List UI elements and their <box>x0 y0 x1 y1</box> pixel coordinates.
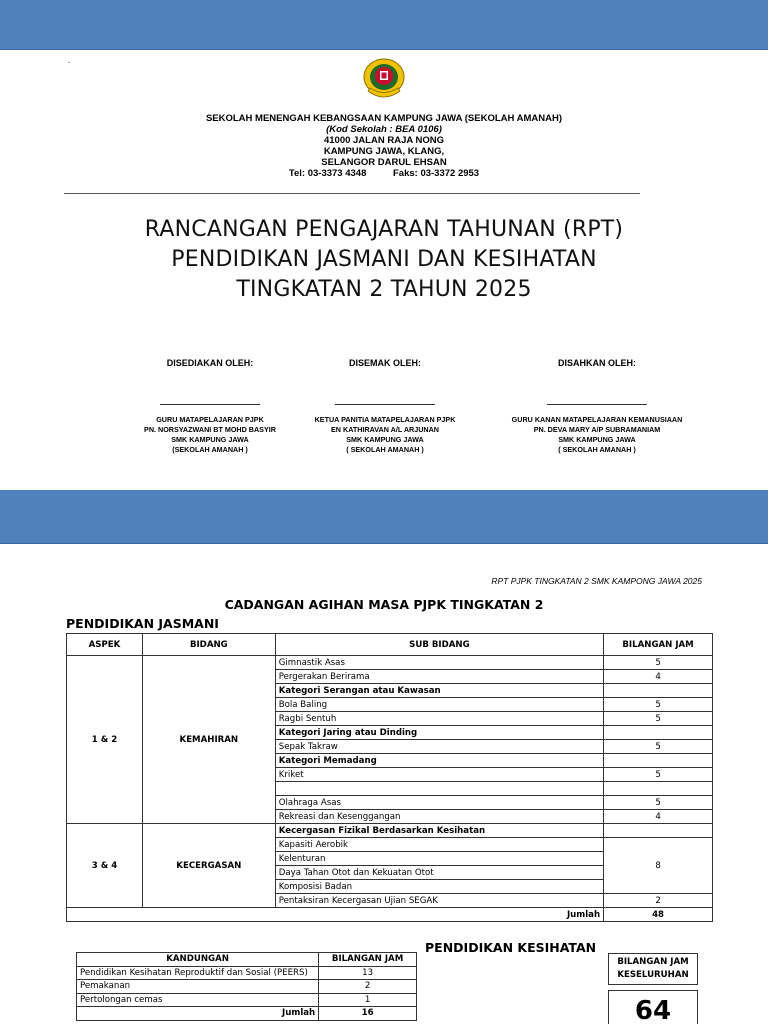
stray-dot: . <box>68 56 71 65</box>
sub-bidang-cell: Komposisi Badan <box>275 880 603 894</box>
address-line-1: 41000 JALAN RAJA NONG <box>323 135 445 146</box>
col-header-bilangan-jam: BILANGAN JAM <box>604 634 713 656</box>
school-crest-logo <box>359 55 409 103</box>
aspek-cell: 1 & 2 <box>67 656 143 824</box>
signatory-school-type: ( SEKOLAH AMANAH ) <box>558 445 636 454</box>
signatory-approved <box>487 358 707 455</box>
sub-bidang-cell <box>275 782 603 796</box>
signatory-role: GURU MATAPELAJARAN PJPK <box>156 415 264 424</box>
header-divider <box>64 193 640 194</box>
total-row <box>67 908 713 922</box>
sub-bidang-cell: Ragbi Sentuh <box>275 712 603 726</box>
signatory-school-type: ( SEKOLAH AMANAH ) <box>346 445 424 454</box>
contact-row <box>0 168 768 179</box>
jam-cell <box>604 824 713 838</box>
jam-cell <box>604 684 713 698</box>
signatory-details <box>487 415 707 455</box>
jam-cell: 5 <box>604 768 713 782</box>
signatory-name: PN. DEVA MARY A/P SUBRAMANIAM <box>533 425 661 434</box>
pj-section-title: PENDIDIKAN JASMANI <box>66 616 219 631</box>
sub-bidang-cell: Bola Baling <box>275 698 603 712</box>
sub-bidang-cell: Daya Tahan Otot dan Kekuatan Otot <box>275 866 603 880</box>
jam-cell: 5 <box>604 656 713 670</box>
col-header-aspek: ASPEK <box>67 634 143 656</box>
pk-allocation-table <box>76 952 417 1021</box>
pj-allocation-table <box>66 633 713 922</box>
table-row <box>67 824 713 838</box>
jam-cell <box>604 726 713 740</box>
col-header-bilangan-jam: BILANGAN JAM <box>319 953 417 967</box>
jam-cell <box>604 782 713 796</box>
sub-bidang-cell: Sepak Takraw <box>275 740 603 754</box>
total-label: Jumlah <box>67 908 604 922</box>
running-header: RPT PJPK TINGKATAN 2 SMK KAMPONG JAWA 2025 <box>491 576 702 586</box>
allocation-title: CADANGAN AGIHAN MASA PJPK TINGKATAN 2 <box>224 597 544 612</box>
kandungan-cell: Pendidikan Kesihatan Reproduktif dan Sosial (PEERS) <box>77 966 319 980</box>
table-header-row <box>77 953 417 967</box>
document-title <box>0 215 768 305</box>
fax: Faks: 03-3372 2953 <box>393 168 480 179</box>
jam-cell: 2 <box>604 894 713 908</box>
table-row <box>67 656 713 670</box>
table-row <box>77 993 417 1007</box>
jam-cell <box>604 754 713 768</box>
sub-bidang-cell: Kapasiti Aerobik <box>275 838 603 852</box>
total-value: 48 <box>604 908 713 922</box>
signatory-heading: DISEDIAKAN OLEH: <box>166 358 254 368</box>
page-separator-band <box>0 490 768 544</box>
sub-bidang-cell: Olahraga Asas <box>275 796 603 810</box>
jam-cell: 2 <box>319 980 417 994</box>
top-color-band <box>0 0 768 50</box>
signature-line <box>335 404 435 405</box>
category-cell: Kategori Serangan atau Kawasan <box>275 684 603 698</box>
overall-hours-value: 64 <box>608 990 698 1024</box>
category-cell: Kecergasan Fizikal Berdasarkan Kesihatan <box>275 824 603 838</box>
signatory-school: SMK KAMPUNG JAWA <box>346 435 424 444</box>
jam-cell: 5 <box>604 698 713 712</box>
category-cell: Kategori Jaring atau Dinding <box>275 726 603 740</box>
overall-label-line-2: KESELURUHAN <box>617 970 689 980</box>
table-row <box>77 980 417 994</box>
sub-bidang-cell: Rekreasi dan Kesenggangan <box>275 810 603 824</box>
school-address-block <box>0 113 768 179</box>
aspek-cell: 3 & 4 <box>67 824 143 908</box>
total-label: Jumlah <box>77 1007 319 1021</box>
title-line-3: TINGKATAN 2 TAHUN 2025 <box>236 277 532 302</box>
jam-cell: 5 <box>604 712 713 726</box>
telephone: Tel: 03-3373 4348 <box>288 168 367 179</box>
signatory-name: EN KATHIRAVAN A/L ARJUNAN <box>331 425 439 434</box>
signatory-details <box>275 415 495 455</box>
signatory-reviewed <box>275 358 495 455</box>
bidang-cell: KECERGASAN <box>142 824 275 908</box>
table-row <box>77 966 417 980</box>
signatory-name: PN. NORSYAZWANI BT MOHD BASYIR <box>144 425 276 434</box>
pk-section-title: PENDIDIKAN KESIHATAN <box>425 940 597 955</box>
total-value: 16 <box>319 1007 417 1021</box>
title-line-1: RANCANGAN PENGAJARAN TAHUNAN (RPT) <box>144 217 624 242</box>
sub-bidang-cell: Pergerakan Berirama <box>275 670 603 684</box>
table-header-row <box>67 634 713 656</box>
overall-hours-label <box>608 953 698 985</box>
sub-bidang-cell: Gimnastik Asas <box>275 656 603 670</box>
jam-cell: 4 <box>604 810 713 824</box>
school-code: (Kod Sekolah : BEA 0106) <box>326 124 442 135</box>
col-header-bidang: BIDANG <box>142 634 275 656</box>
jam-cell: 1 <box>319 993 417 1007</box>
signatory-heading: DISEMAK OLEH: <box>349 358 421 368</box>
signatory-school: SMK KAMPUNG JAWA <box>558 435 636 444</box>
signatory-role: KETUA PANITIA MATAPELAJARAN PJPK <box>314 415 456 424</box>
overall-label-line-1: BILANGAN JAM <box>617 957 689 967</box>
title-line-2: PENDIDIKAN JASMANI DAN KESIHATAN <box>171 247 597 272</box>
jam-cell-merged: 8 <box>604 838 713 894</box>
signature-line <box>547 404 647 405</box>
bidang-cell: KEMAHIRAN <box>142 656 275 824</box>
jam-cell: 4 <box>604 670 713 684</box>
signatory-heading: DISAHKAN OLEH: <box>558 358 636 368</box>
col-header-kandungan: KANDUNGAN <box>77 953 319 967</box>
jam-cell: 5 <box>604 740 713 754</box>
sub-bidang-cell: Pentaksiran Kecergasan Ujian SEGAK <box>275 894 603 908</box>
signatory-school-type: (SEKOLAH AMANAH ) <box>172 445 248 454</box>
total-row <box>77 1007 417 1021</box>
overall-hours-box <box>608 953 698 1024</box>
address-line-3: SELANGOR DARUL EHSAN <box>321 157 447 168</box>
sub-bidang-cell: Kriket <box>275 768 603 782</box>
school-name: SEKOLAH MENENGAH KEBANGSAAN KAMPUNG JAWA (SEKOLAH AMANAH) <box>205 113 563 124</box>
signatory-role: GURU KANAN MATAPELAJARAN KEMANUSIAAN <box>511 415 683 424</box>
kandungan-cell: Pemakanan <box>77 980 319 994</box>
jam-cell: 5 <box>604 796 713 810</box>
category-cell: Kategori Memadang <box>275 754 603 768</box>
col-header-sub-bidang: SUB BIDANG <box>275 634 603 656</box>
signatory-school: SMK KAMPUNG JAWA <box>171 435 249 444</box>
address-line-2: KAMPUNG JAWA, KLANG, <box>323 146 445 157</box>
jam-cell: 13 <box>319 966 417 980</box>
sub-bidang-cell: Kelenturan <box>275 852 603 866</box>
kandungan-cell: Pertolongan cemas <box>77 993 319 1007</box>
signature-line <box>160 404 260 405</box>
